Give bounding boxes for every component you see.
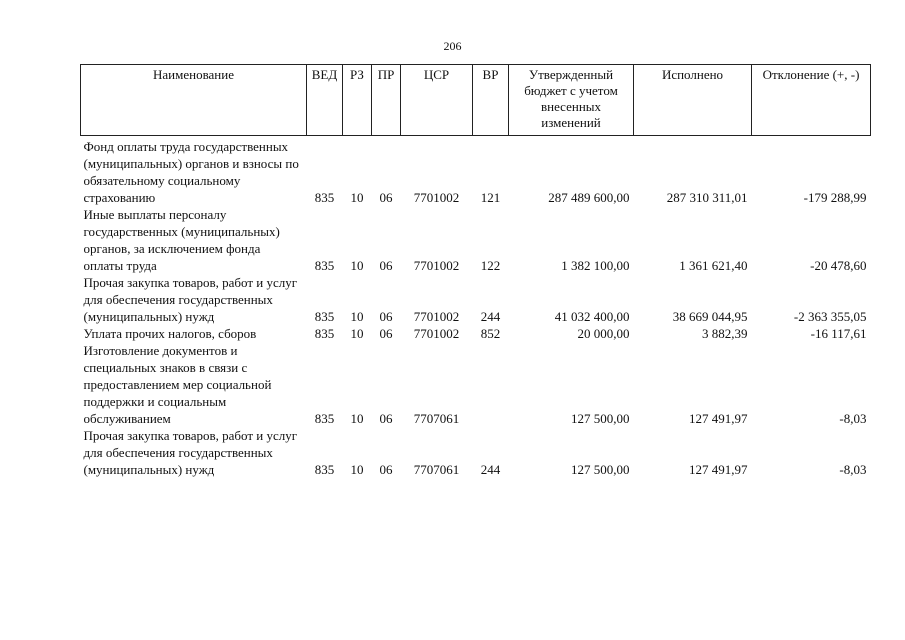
row-pr: 06 (379, 326, 393, 341)
row-csr: 7701002 (413, 190, 460, 205)
budget-execution-table (80, 64, 871, 478)
row-executed: 1 361 621,40 (679, 258, 748, 273)
row-vr: 244 (480, 309, 501, 324)
row-name: Уплата прочих налогов, сборов (83, 326, 257, 341)
table-row (81, 427, 871, 478)
header-name: Наименование (81, 65, 307, 136)
row-rz: 10 (350, 411, 364, 426)
row-budget: 41 032 400,00 (554, 309, 630, 324)
row-pr: 06 (379, 462, 393, 477)
table-row (81, 136, 871, 207)
row-executed: 127 491,97 (689, 411, 748, 426)
header-vr: ВР (473, 65, 509, 136)
row-name: Фонд оплаты труда государственных (муниципальных) органов и взносы по обязательному социальному страхованию (83, 139, 299, 205)
row-csr: 7701002 (413, 326, 460, 341)
row-executed: 3 882,39 (702, 326, 748, 341)
row-rz: 10 (350, 462, 364, 477)
row-budget: 1 382 100,00 (561, 258, 630, 273)
header-ved: ВЕД (307, 65, 343, 136)
row-deviation: -20 478,60 (810, 258, 867, 273)
row-vr: 852 (480, 326, 501, 341)
row-rz: 10 (350, 326, 364, 341)
row-rz: 10 (350, 309, 364, 324)
row-deviation: -2 363 355,05 (793, 309, 867, 324)
page-number: 206 (443, 39, 462, 53)
header-csr: ЦСР (401, 65, 473, 136)
row-name: Изготовление документов и специальных знаков в связи с предоставлением мер социальной поддержки и социальным обслуживанием (83, 343, 272, 426)
row-deviation: -8,03 (839, 462, 867, 477)
row-executed: 38 669 044,95 (672, 309, 748, 324)
row-csr: 7701002 (413, 309, 460, 324)
row-ved: 835 (314, 411, 335, 426)
table-row (81, 274, 871, 325)
row-executed: 287 310 311,01 (666, 190, 748, 205)
header-deviation: Отклонение (+, -) (752, 65, 871, 136)
row-pr: 06 (379, 411, 393, 426)
row-executed: 127 491,97 (689, 462, 748, 477)
row-csr: 7707061 (413, 411, 460, 426)
row-budget: 287 489 600,00 (548, 190, 630, 205)
row-rz: 10 (350, 190, 364, 205)
row-deviation: -8,03 (839, 411, 867, 426)
row-name: Прочая закупка товаров, работ и услуг для обеспечения государственных (муниципальных) нужд (83, 275, 298, 324)
table-row (81, 342, 871, 427)
row-ved: 835 (314, 190, 335, 205)
row-pr: 06 (379, 258, 393, 273)
row-pr: 06 (379, 309, 393, 324)
row-vr: 122 (480, 258, 501, 273)
row-ved: 835 (314, 309, 335, 324)
row-pr: 06 (379, 190, 393, 205)
row-ved: 835 (314, 462, 335, 477)
header-rz: РЗ (343, 65, 372, 136)
header-row (81, 65, 871, 136)
header-budget: Утвержденный бюджет с учетом внесенных изменений (509, 65, 634, 136)
row-ved: 835 (314, 326, 335, 341)
row-ved: 835 (314, 258, 335, 273)
row-name: Прочая закупка товаров, работ и услуг для обеспечения государственных (муниципальных) нужд (83, 428, 298, 477)
row-csr: 7707061 (413, 462, 460, 477)
row-deviation: -179 288,99 (803, 190, 867, 205)
row-budget: 20 000,00 (577, 326, 630, 341)
header-pr: ПР (372, 65, 401, 136)
row-name: Иные выплаты персоналу государственных (муниципальных) органов, за исключением фонда оплаты труда (83, 207, 280, 273)
row-vr: 244 (480, 462, 501, 477)
header-executed: Исполнено (634, 65, 752, 136)
row-budget: 127 500,00 (571, 462, 630, 477)
table-row (81, 325, 871, 342)
table-row (81, 206, 871, 274)
row-deviation: -16 117,61 (810, 326, 867, 341)
row-rz: 10 (350, 258, 364, 273)
row-vr: 121 (480, 190, 501, 205)
row-csr: 7701002 (413, 258, 460, 273)
row-budget: 127 500,00 (571, 411, 630, 426)
row-vr (473, 342, 509, 427)
